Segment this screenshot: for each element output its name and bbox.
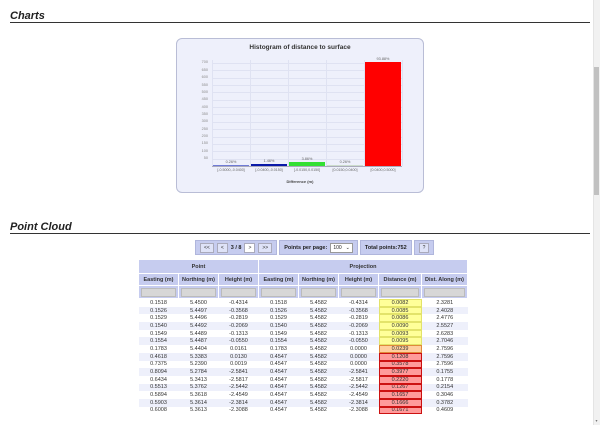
table-cell: 2.5527 — [422, 322, 468, 330]
histogram-bar[interactable] — [251, 164, 287, 166]
table-row[interactable] — [139, 307, 468, 315]
table-cell: 5.2784 — [179, 368, 219, 376]
distance-cell: 0.0095 — [379, 337, 422, 345]
table-cell: -0.1313 — [219, 330, 259, 338]
section-divider — [10, 233, 590, 234]
table-cell: 0.4547 — [259, 353, 299, 361]
table-cell: -2.3088 — [219, 407, 259, 415]
table-row[interactable] — [139, 407, 468, 415]
scroll-down-arrow-icon[interactable]: ▾ — [595, 418, 598, 423]
y-tick-label: 300 — [201, 119, 208, 124]
table-cell: 0.2154 — [422, 384, 468, 392]
table-cell: 5.4582 — [299, 322, 339, 330]
table-row[interactable] — [139, 345, 468, 353]
table-cell: 0.0000 — [339, 353, 379, 361]
table-cell: 5.4582 — [299, 376, 339, 384]
table-cell: 2.7596 — [422, 353, 468, 361]
table-cell: 0.3046 — [422, 391, 468, 399]
point-cloud-section-title: Point Cloud — [10, 221, 72, 233]
table-cell: 0.5513 — [139, 384, 179, 392]
total-points: Total points:752 — [364, 244, 407, 251]
y-tick-label: 450 — [201, 97, 208, 102]
table-row[interactable] — [139, 368, 468, 376]
table-cell: 0.1526 — [139, 307, 179, 315]
bar-value-label: 93.88% — [376, 57, 390, 62]
table-cell: 0.1549 — [139, 330, 179, 338]
x-tick-label: [-0.5000,-0.0400] — [217, 168, 245, 172]
y-tick-label: 550 — [201, 82, 208, 87]
table-cell: -2.5841 — [219, 368, 259, 376]
table-cell: 5.4404 — [179, 345, 219, 353]
table-cell: 5.4582 — [299, 391, 339, 399]
y-tick-label: 400 — [201, 104, 208, 109]
bar-value-label: 1.46% — [263, 159, 275, 164]
filter-input[interactable] — [301, 288, 336, 297]
table-cell: -0.0550 — [219, 337, 259, 345]
filter-input[interactable] — [424, 288, 465, 297]
table-cell: 0.6008 — [139, 407, 179, 415]
table-cell: 0.1529 — [139, 314, 179, 322]
filter-cell — [139, 286, 179, 299]
table-cell: -2.5442 — [219, 384, 259, 392]
filter-cell — [422, 286, 468, 299]
gridline — [288, 60, 289, 166]
column-header[interactable]: Easting (m) — [139, 274, 179, 286]
table-cell: -0.1313 — [339, 330, 379, 338]
table-cell: 5.4582 — [299, 330, 339, 338]
table-cell: 0.1783 — [259, 345, 299, 353]
table-cell: 2.4028 — [422, 307, 468, 315]
filter-input[interactable] — [341, 288, 376, 297]
column-header[interactable]: Northing (m) — [299, 274, 339, 286]
table-cell: 2.7046 — [422, 337, 468, 345]
table-row[interactable] — [139, 353, 468, 361]
help-box — [414, 240, 435, 255]
filter-input[interactable] — [261, 288, 296, 297]
column-header[interactable]: Height (m) — [339, 274, 379, 286]
table-cell: 5.4496 — [179, 314, 219, 322]
table-cell: 5.4492 — [179, 322, 219, 330]
table-cell: 5.4497 — [179, 307, 219, 315]
table-cell: 0.1518 — [259, 299, 299, 307]
table-cell: 2.7596 — [422, 345, 468, 353]
distance-cell: 0.1671 — [379, 407, 422, 415]
distance-cell: 0.0082 — [379, 299, 422, 307]
table-cell: 5.3413 — [179, 376, 219, 384]
distance-cell: 0.1208 — [379, 353, 422, 361]
distance-cell: 0.3578 — [379, 361, 422, 369]
table-cell: 0.4609 — [422, 407, 468, 415]
filter-input[interactable] — [181, 288, 216, 297]
table-row[interactable] — [139, 337, 468, 345]
table-cell: 0.0000 — [339, 361, 379, 369]
table-cell: 5.4582 — [299, 399, 339, 407]
table-cell: 2.3281 — [422, 299, 468, 307]
y-tick-label: 100 — [201, 148, 208, 153]
table-cell: 5.2390 — [179, 361, 219, 369]
points-per-page-control — [279, 240, 358, 255]
points-per-page-select[interactable] — [330, 243, 353, 253]
page-navigation — [195, 240, 277, 255]
table-cell: -0.2069 — [339, 322, 379, 330]
filter-cell — [179, 286, 219, 299]
distance-cell: 0.0093 — [379, 330, 422, 338]
distance-cell: 0.2220 — [379, 376, 422, 384]
table-row[interactable] — [139, 314, 468, 322]
x-axis — [212, 166, 402, 167]
table-cell: 0.1518 — [139, 299, 179, 307]
distance-cell: 0.3977 — [379, 368, 422, 376]
table-cell: 0.4618 — [139, 353, 179, 361]
distance-cell: 0.1657 — [379, 391, 422, 399]
table-cell: 5.4582 — [299, 345, 339, 353]
table-row[interactable] — [139, 299, 468, 307]
table-cell: 0.4547 — [259, 368, 299, 376]
table-cell: -0.4314 — [339, 299, 379, 307]
table-cell: 5.4582 — [299, 368, 339, 376]
table-cell: 0.0000 — [339, 345, 379, 353]
next-page-button[interactable]: > — [244, 243, 255, 253]
table-cell: -0.3568 — [339, 307, 379, 315]
table-row[interactable] — [139, 330, 468, 338]
chevron-down-icon: ⌄ — [345, 244, 350, 251]
distance-cell: 0.0239 — [379, 345, 422, 353]
table-cell: 0.4547 — [259, 384, 299, 392]
table-cell: -2.4549 — [219, 391, 259, 399]
charts-section-title: Charts — [10, 10, 45, 22]
table-cell: -2.5841 — [339, 368, 379, 376]
previous-page-button[interactable]: < — [217, 243, 228, 253]
total-points-box — [360, 240, 412, 255]
filter-cell — [379, 286, 422, 299]
chart-title: Histogram of distance to surface — [249, 44, 351, 51]
table-cell: -2.3814 — [339, 399, 379, 407]
scrollbar-thumb[interactable] — [594, 67, 599, 195]
section-divider — [10, 22, 590, 23]
bar-value-label: 3.86% — [301, 156, 313, 161]
y-tick-label: 600 — [201, 75, 208, 80]
table-cell: 5.4500 — [179, 299, 219, 307]
x-tick-label: [0.0150,0.0400] — [332, 168, 358, 172]
column-header[interactable]: Dist. Along (m) — [422, 274, 468, 286]
filter-cell — [219, 286, 259, 299]
table-cell: 5.4582 — [299, 361, 339, 369]
vertical-scrollbar[interactable] — [593, 0, 600, 425]
pagination-bar — [195, 240, 434, 255]
table-cell: 0.8094 — [139, 368, 179, 376]
table-cell: 5.4582 — [299, 407, 339, 415]
last-page-button[interactable]: >> — [258, 243, 272, 253]
table-cell: -2.4549 — [339, 391, 379, 399]
table-cell: 5.3618 — [179, 391, 219, 399]
table-cell: 0.4547 — [259, 407, 299, 415]
table-row[interactable] — [139, 384, 468, 392]
gridline — [250, 60, 251, 166]
table-cell: 2.4776 — [422, 314, 468, 322]
filter-cell — [339, 286, 379, 299]
table-cell: 0.1755 — [422, 368, 468, 376]
x-tick-label: [0.0400,0.5000] — [370, 168, 396, 172]
table-body — [139, 299, 468, 415]
table-cell: 0.4547 — [259, 399, 299, 407]
table-cell: 5.3762 — [179, 384, 219, 392]
table-cell: 0.0161 — [219, 345, 259, 353]
table-cell: 0.1783 — [139, 345, 179, 353]
first-page-button[interactable]: << — [200, 243, 214, 253]
table-cell: 0.6434 — [139, 376, 179, 384]
y-tick-label: 50 — [203, 156, 208, 161]
table-row[interactable] — [139, 376, 468, 384]
table-cell: -0.2069 — [219, 322, 259, 330]
filter-input[interactable] — [381, 288, 419, 297]
table-cell: 5.4582 — [299, 299, 339, 307]
table-cell: 0.4547 — [259, 391, 299, 399]
table-row[interactable] — [139, 322, 468, 330]
column-header[interactable]: Northing (m) — [179, 274, 219, 286]
page-indicator: 3 / 8 — [230, 244, 242, 251]
table-cell: 5.4582 — [299, 384, 339, 392]
group-header-point: Point — [139, 260, 259, 274]
y-tick-label: 250 — [201, 126, 208, 131]
points-per-page-label: Points per page: — [284, 244, 328, 251]
table-cell: -0.4314 — [219, 299, 259, 307]
filter-cell — [299, 286, 339, 299]
table-cell: -2.3088 — [339, 407, 379, 415]
group-header-projection: Projection — [259, 260, 468, 274]
x-tick-label: [-0.0150,0.0150] — [293, 168, 321, 172]
y-tick-label: 500 — [201, 89, 208, 94]
histogram-bar[interactable] — [289, 162, 325, 166]
table-row[interactable] — [139, 391, 468, 399]
y-tick-label: 700 — [201, 60, 208, 65]
table-cell: 5.3614 — [179, 399, 219, 407]
table-cell: 5.4582 — [299, 337, 339, 345]
table-cell: -2.5817 — [339, 376, 379, 384]
distance-cell: 0.0090 — [379, 322, 422, 330]
table-cell: 0.1529 — [259, 314, 299, 322]
table-cell: 2.7596 — [422, 361, 468, 369]
histogram-chart — [176, 38, 424, 193]
table-cell: 0.4547 — [259, 376, 299, 384]
y-tick-label: 200 — [201, 134, 208, 139]
table-cell: 0.7375 — [139, 361, 179, 369]
column-header[interactable]: Distance (m) — [379, 274, 422, 286]
table-cell: -0.3568 — [219, 307, 259, 315]
histogram-bar[interactable] — [365, 62, 401, 166]
table-cell: 5.4582 — [299, 314, 339, 322]
filter-input[interactable] — [141, 288, 176, 297]
table-cell: 2.6283 — [422, 330, 468, 338]
table-cell: 0.1540 — [139, 322, 179, 330]
distance-cell: 0.1666 — [379, 399, 422, 407]
table-cell: -2.3814 — [219, 399, 259, 407]
table-cell: 5.3383 — [179, 353, 219, 361]
distance-cell: 0.1267 — [379, 384, 422, 392]
y-tick-label: 150 — [201, 141, 208, 146]
table-cell: 0.1526 — [259, 307, 299, 315]
table-row[interactable] — [139, 361, 468, 369]
gridline — [212, 60, 213, 166]
table-cell: 0.1554 — [139, 337, 179, 345]
y-tick-label: 350 — [201, 111, 208, 116]
table-cell: 0.5894 — [139, 391, 179, 399]
table-cell: -0.2819 — [339, 314, 379, 322]
chart-plot-area — [201, 57, 402, 172]
table-cell: 0.1554 — [259, 337, 299, 345]
y-tick-label: 650 — [201, 67, 208, 72]
histogram-bar[interactable] — [213, 165, 249, 167]
table-cell: 0.4547 — [259, 361, 299, 369]
bar-value-label: 0.26% — [225, 159, 237, 164]
point-cloud-table — [138, 259, 468, 414]
table-cell: 5.4582 — [299, 307, 339, 315]
help-button[interactable]: ? — [419, 243, 430, 253]
table-cell: 0.3782 — [422, 399, 468, 407]
table-cell: 0.1778 — [422, 376, 468, 384]
chart-x-axis-label: Difference (m) — [286, 179, 314, 184]
table-cell: 0.5903 — [139, 399, 179, 407]
table-cell: -0.2819 — [219, 314, 259, 322]
gridline — [402, 60, 403, 166]
points-per-page-value: 100 — [333, 244, 342, 251]
table-cell: 0.1549 — [259, 330, 299, 338]
table-cell: -2.5817 — [219, 376, 259, 384]
filter-cell — [259, 286, 299, 299]
table-cell: 5.3613 — [179, 407, 219, 415]
table-cell: 0.1540 — [259, 322, 299, 330]
column-header[interactable]: Easting (m) — [259, 274, 299, 286]
table-cell: -2.5442 — [339, 384, 379, 392]
table-cell: -0.0550 — [339, 337, 379, 345]
distance-cell: 0.0085 — [379, 307, 422, 315]
table-cell: 0.0019 — [219, 361, 259, 369]
x-tick-label: [-0.0400,-0.0150] — [255, 168, 283, 172]
distance-cell: 0.0086 — [379, 314, 422, 322]
histogram-bar[interactable] — [327, 165, 363, 167]
bar-value-label: 0.26% — [339, 159, 351, 164]
table-cell: 0.0130 — [219, 353, 259, 361]
filter-input[interactable] — [221, 288, 256, 297]
table-row[interactable] — [139, 399, 468, 407]
gridline — [326, 60, 327, 166]
table-cell: 5.4487 — [179, 337, 219, 345]
table-cell: 5.4582 — [299, 353, 339, 361]
column-header[interactable]: Height (m) — [219, 274, 259, 286]
table-cell: 5.4489 — [179, 330, 219, 338]
